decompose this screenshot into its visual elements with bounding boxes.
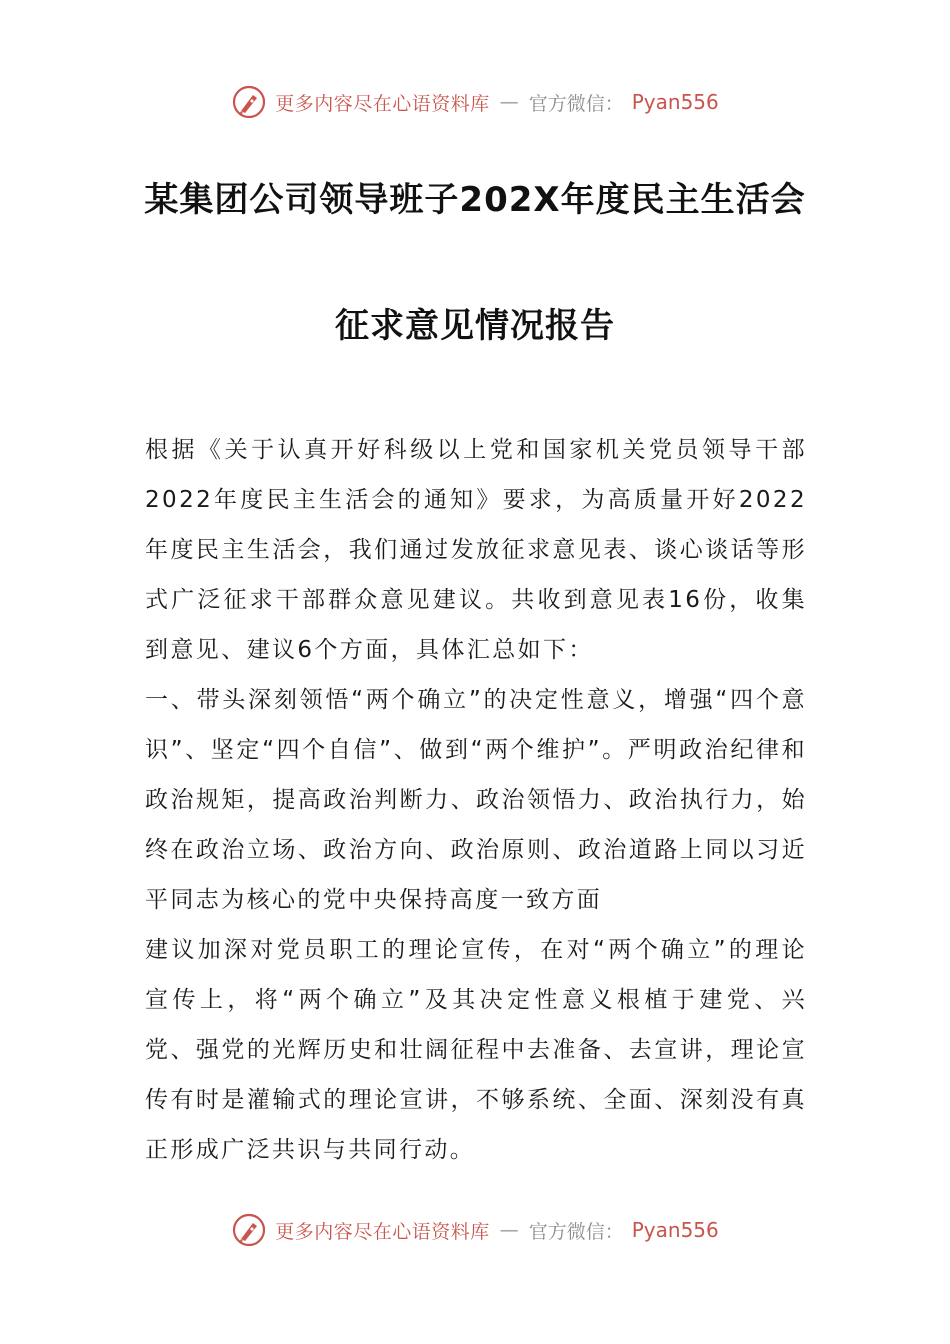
document-body <box>145 425 807 1175</box>
paragraph-suggestion: 建议加深对党员职工的理论宣传，在对“两个确立”的理论宣传上，将“两个确立”及其决定性意义根植于建党、兴党、强党的光辉历史和壮阔征程中去准备、去宣讲，理论宣传有时是灌输式的理论宣讲，不够系统、全面、深刻没有真正形成广泛共识与共同行动。 <box>145 937 807 1163</box>
paragraph-intro: 根据《关于认真开好科级以上党和国家机关党员领导干部2022年度民主生活会的通知》要求，为高质量开好2022年度民主生活会，我们通过发放征求意见表、谈心谈话等形式广泛征求干部群众意见建议。共收到意见表16份，收集到意见、建议6个方面，具体汇总如下： <box>145 437 807 663</box>
watermark-label: 官方微信： <box>528 1220 624 1243</box>
pen-nib-circle-icon <box>231 84 267 120</box>
watermark-label: 官方微信： <box>528 92 624 115</box>
watermark-brand-text: 更多内容尽在心语资料库 <box>275 1220 490 1243</box>
watermark-wechat-id: Pyan556 <box>631 90 719 114</box>
watermark-brand-text: 更多内容尽在心语资料库 <box>275 92 490 115</box>
watermark-footer <box>0 1210 950 1250</box>
document-title-line-1: 某集团公司领导班子202X年度民主生活会 <box>144 180 806 220</box>
watermark-separator: — <box>499 91 519 113</box>
pen-nib-circle-icon <box>231 1212 267 1248</box>
watermark-wechat-id: Pyan556 <box>631 1218 719 1242</box>
watermark-separator: — <box>499 1219 519 1241</box>
watermark-header <box>0 82 950 122</box>
paragraph-section-1: 一、带头深刻领悟“两个确立”的决定性意义，增强“四个意识”、坚定“四个自信”、做到“两个维护”。严明政治纪律和政治规矩，提高政治判断力、政治领悟力、政治执行力，始终在政治立场、政治方向、政治原则、政治道路上同以习近平同志为核心的党中央保持高度一致方面 <box>145 687 807 913</box>
document-title-line-2: 征求意见情况报告 <box>335 306 615 346</box>
